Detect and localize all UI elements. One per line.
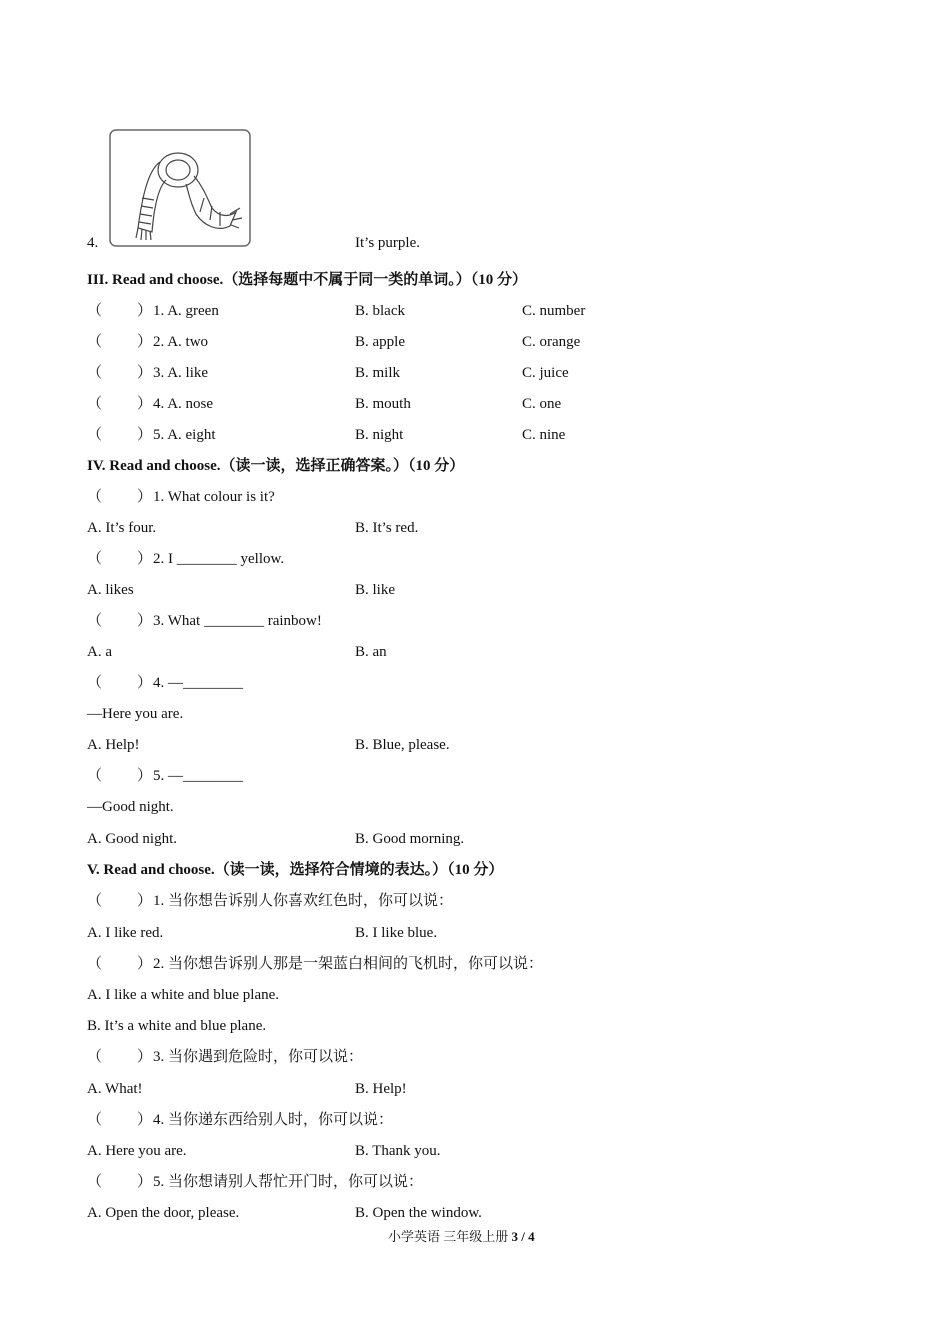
question-stem: （ ）1. What colour is it?	[87, 489, 275, 505]
option-c: C. juice	[522, 365, 569, 381]
dialogue-reply: —Good night.	[87, 799, 174, 815]
question-stem: （ ）4. 当你递东西给别人时，你可以说：	[87, 1112, 394, 1128]
option-a: A. Good night.	[87, 831, 177, 847]
option-b: B. Thank you.	[355, 1143, 441, 1159]
option-a: A. It’s four.	[87, 520, 157, 536]
option-a: A. likes	[87, 582, 134, 598]
question-stem: （ ）2. I ________ yellow.	[87, 551, 285, 567]
list-item: （ ）2. A. two	[87, 334, 209, 350]
dialogue-reply: —Here you are.	[87, 706, 184, 722]
question-stem: （ ）4. —________	[87, 675, 243, 691]
question-stem: （ ）5. 当你想请别人帮忙开门时，你可以说：	[87, 1174, 424, 1190]
option-b: B. It’s a white and blue plane.	[87, 1018, 267, 1034]
section-5-title: V. Read and choose.（读一读，选择符合情境的表达。）（10 分）	[87, 862, 504, 878]
option-c: C. orange	[522, 334, 581, 350]
option-b: B. I like blue.	[355, 925, 438, 941]
page-number: 3	[511, 1229, 519, 1244]
option-a: A. Open the door, please.	[87, 1205, 240, 1221]
section-3-title: III. Read and choose.（选择每题中不属于同一类的单词。）（10 分）	[87, 272, 528, 288]
option-c: C. number	[522, 303, 586, 319]
question-stem: （ ）3. 当你遇到危险时，你可以说：	[87, 1049, 364, 1065]
option-b: B. It’s red.	[355, 520, 419, 536]
page-total: 4	[528, 1229, 535, 1244]
option-c: C. nine	[522, 427, 566, 443]
option-a: A. Help!	[87, 737, 140, 753]
question-stem: （ ）1. 当你想告诉别人你喜欢红色时，你可以说：	[87, 893, 454, 909]
list-item: （ ）5. A. eight	[87, 427, 216, 443]
option-b: B. Open the window.	[355, 1205, 482, 1221]
list-item: （ ）1. A. green	[87, 303, 219, 319]
option-b: B. an	[355, 644, 387, 660]
option-b: B. milk	[355, 365, 401, 381]
list-item: （ ）3. A. like	[87, 365, 209, 381]
q4-number: 4.	[87, 235, 99, 251]
option-b: B. Help!	[355, 1081, 407, 1097]
option-a: A. Here you are.	[87, 1143, 187, 1159]
option-a: A. I like a white and blue plane.	[87, 987, 280, 1003]
list-item: （ ）4. A. nose	[87, 396, 214, 412]
option-b: B. apple	[355, 334, 405, 350]
section-4-title: IV. Read and choose.（读一读，选择正确答案。）（10 分）	[87, 458, 465, 474]
option-b: B. black	[355, 303, 405, 319]
scarf-image	[108, 128, 252, 250]
option-b: B. like	[355, 582, 395, 598]
option-c: C. one	[522, 396, 562, 412]
q4-answer: It’s purple.	[355, 235, 420, 251]
option-b: B. Blue, please.	[355, 737, 450, 753]
question-stem: （ ）5. —________	[87, 768, 243, 784]
option-a: A. I like red.	[87, 925, 164, 941]
question-stem: （ ）2. 当你想告诉别人那是一架蓝白相间的飞机时，你可以说：	[87, 956, 544, 972]
option-a: A. a	[87, 644, 112, 660]
option-b: B. mouth	[355, 396, 411, 412]
option-a: A. What!	[87, 1081, 143, 1097]
option-b: B. night	[355, 427, 404, 443]
page-footer: 小学英语 三年级上册 3 / 4	[388, 1229, 535, 1244]
option-b: B. Good morning.	[355, 831, 465, 847]
question-stem: （ ）3. What ________ rainbow!	[87, 613, 322, 629]
